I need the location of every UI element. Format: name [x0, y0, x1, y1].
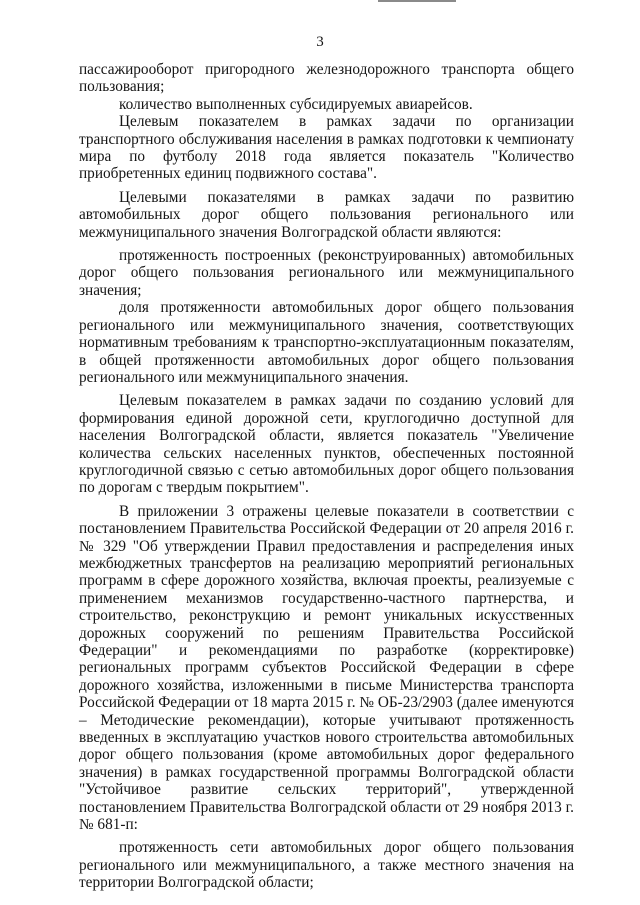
paragraph: Целевыми показателями в рамках задачи по развитию автомобильных дорог общего пользования регионального или межмуниципального значения Волгоградской области являются:: [79, 188, 574, 241]
paragraph: пассажирооборот пригородного железнодорожного транспорта общего пользования;: [79, 61, 574, 96]
paragraph: количество выполненных субсидируемых авиарейсов.: [119, 95, 473, 113]
paragraph: протяженность построенных (реконструированных) автомобильных дорог общего пользования регионального или межмуниципального значения;: [79, 247, 574, 299]
paragraph: доля протяженности автомобильных дорог общего пользования регионального или межмуниципального значения, соответствующих нормативным требованиям к транспортно-эксплуатационным показателям, в общей протяженности автомобильных дорог общего пользования регионального или межмуниципального значения.: [79, 299, 574, 386]
page-number: 3: [316, 34, 324, 50]
paragraph: Целевым показателем в рамках задачи по организации транспортного обслуживания населения в рамках подготовки к чемпионату мира по футболу 2018 года является показатель "Количество приобретенных единиц подвижного состава".: [79, 113, 574, 183]
paragraph: Целевым показателем в рамках задачи по созданию условий для формирования единой дорожной сети, круглогодично доступной для населения Волгоградской области, является показатель "Увеличение количества сельских населенных пунктов, обеспеченных постоянной круглогодичной связью с сетью автомобильных дорог общего пользования по дорогам с твердым покрытием".: [79, 392, 574, 497]
paragraph: В приложении 3 отражены целевые показатели в соответствии с постановлением Правительства Российской Федерации от 20 апреля 2016 г. № 329 "Об утверждении Правил предоставления и распределения иных межбюджетных трансфертов на реализацию мероприятий региональных программ в сфере дорожного хозяйства, включая проекты, реализуемые с применением механизмов государственно-частного партнерства, и строительство, реконструкцию и ремонт уникальных искусственных дорожных сооружений по решениям Правительства Российской Федерации" и рекомендациями по разработке (корректировке) региональных программ субъектов Российской Федерации в сфере дорожного хозяйства, изложенными в письме Министерства транспорта Российской Федерации от 18 марта 2015 г. № ОБ-23/2903 (далее именуются – Методические рекомендации), которые учитывают протяженность введенных в эксплуатацию участков нового строительства автомобильных дорог общего пользования (кроме автомобильных дорог федерального значения) в рамках государственной программы Волгоградской области "Устойчивое развитие сельских территорий", утвержденной постановлением Правительства Волгоградской области от 29 ноября 2013 г. № 681-п:: [79, 502, 574, 834]
document-body: [79, 61, 574, 892]
paragraph: протяженность сети автомобильных дорог общего пользования регионального или межмуниципального, а также местного значения на территории Волгоградской области;: [79, 839, 574, 892]
scan-artifact-line: [378, 0, 456, 2]
